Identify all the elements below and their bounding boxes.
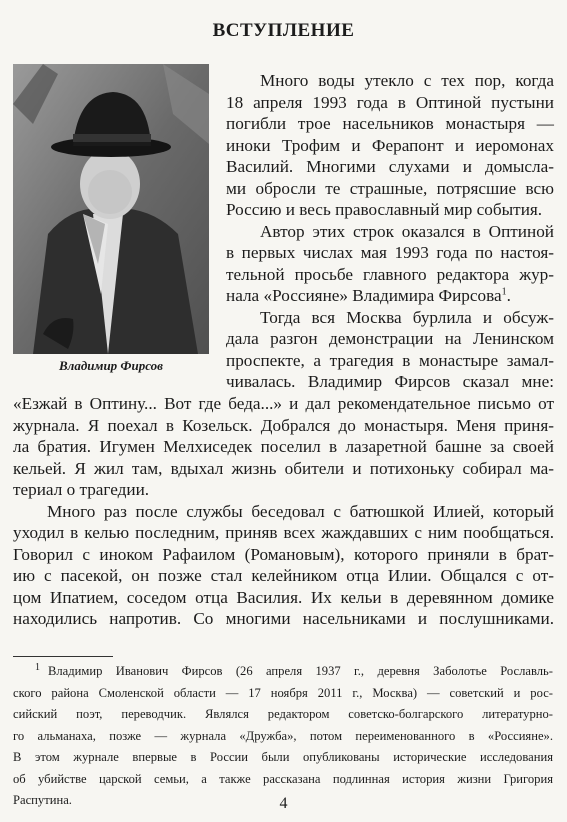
- footnote-line: го альманаха, позже — журнала «Дружба», потом переименованного в «Россияне».: [13, 728, 553, 743]
- text-line: иноки Трофим и Ферапонт и иеромонах: [226, 135, 554, 155]
- text-line: 18 апреля 1993 года в Оптиной пустыни: [226, 92, 554, 112]
- text-line: дала разгон демонстрации на Ленинском: [226, 329, 554, 348]
- footnote-line: ского района Смоленской области — 17 ноября 2011 г., Москва) — советский и рос-: [13, 685, 553, 700]
- text-line: цом Ипатием, соседом отца Василия. Их кельи в деревянном домике: [13, 587, 554, 607]
- footnote-number: 1: [35, 661, 40, 673]
- photo-caption: Владимир Фирсов: [59, 358, 163, 373]
- portrait-illustration: [13, 64, 209, 354]
- footnote-line-content: Владимир Иванович Фирсов (26 апреля 1937 г., деревня Заболотье Рославль-: [48, 664, 553, 678]
- portrait-photo: [13, 64, 209, 354]
- text-line: нала «Россияне» Владимира Фирсова$^1$.: [226, 286, 511, 305]
- text-line: Говорил с иноком Рафаилом (Романовым), которого приняли в брат-: [13, 544, 554, 564]
- text-line: Василий. Многими слухами и домысла-: [226, 157, 554, 176]
- text-line: териал о трагедии.: [13, 480, 150, 499]
- text-line: погибли трое насельников монастыря —: [226, 114, 554, 133]
- text-line: Много воды утекло с тех пор, когда: [260, 71, 554, 90]
- text-line: ию с пасекой, он позже стал келейником отца Илии. Общался с от-: [13, 566, 554, 585]
- text-line: в первых числах мая 1993 года по настоя-: [226, 243, 554, 262]
- footnote-line: [13, 663, 553, 685]
- text-line: журнала. Я поехал в Козельск. Добрался до монастыря. Меня приня-: [13, 415, 554, 435]
- text-line: уходил в келью последним, приняв всех жаждавших с ним пообщаться.: [13, 523, 554, 542]
- text-line: кельей. Я жил там, вдыхал жизнь обители и потихоньку собирал ма-: [13, 458, 554, 478]
- footnote-line: об убийстве царской семьи, а также рассказана подлинная история жизни Григория: [13, 771, 553, 786]
- text-line: ла братия. Игумен Мелхиседек поселил в лазаретной башне за своей: [13, 437, 554, 456]
- text-line: Автор этих строк оказался в Оптиной: [260, 221, 554, 241]
- footnote-line: В этом журнале впервые в России были опубликованы исторические исследования: [13, 750, 553, 764]
- text-line: чивалась. Владимир Фирсов сказал мне:: [226, 372, 554, 391]
- text-line: проспекте, а трагедия в монастыре замал-: [226, 350, 554, 370]
- footnote-line: Распутина.: [13, 793, 72, 807]
- text-line: Тогда вся Москва бурлила и обсуж-: [260, 307, 554, 327]
- text-line: ми обросли те страшные, потрясшие всю: [226, 178, 554, 198]
- intro-side-text: [226, 70, 554, 393]
- text-line: «Езжай в Оптину... Вот где беда...» и дал рекомендательное письмо от: [13, 394, 554, 413]
- footnote-line: сийский поэт, переводчик. Являлся редактором советско-болгарского литературно-: [13, 707, 553, 721]
- footnote-marker: 1: [501, 286, 507, 298]
- footnote-divider: [13, 656, 113, 657]
- text-line: Много раз после службы беседовал с батюшкой Илией, который: [47, 501, 554, 521]
- page-number: 4: [279, 795, 288, 812]
- text-line: тельной просьбе главного редактора жур-: [226, 264, 554, 284]
- chapter-heading: ВСТУПЛЕНИЕ: [212, 20, 355, 41]
- text-line: находились напротив. Со многими насельниками и послушниками.: [13, 609, 554, 628]
- text-line-content: нала «Россияне» Владимира Фирсова: [226, 286, 502, 305]
- footnote: [13, 663, 553, 814]
- text-line: Россию и весь православный мир события.: [226, 200, 543, 219]
- main-text: [13, 393, 554, 630]
